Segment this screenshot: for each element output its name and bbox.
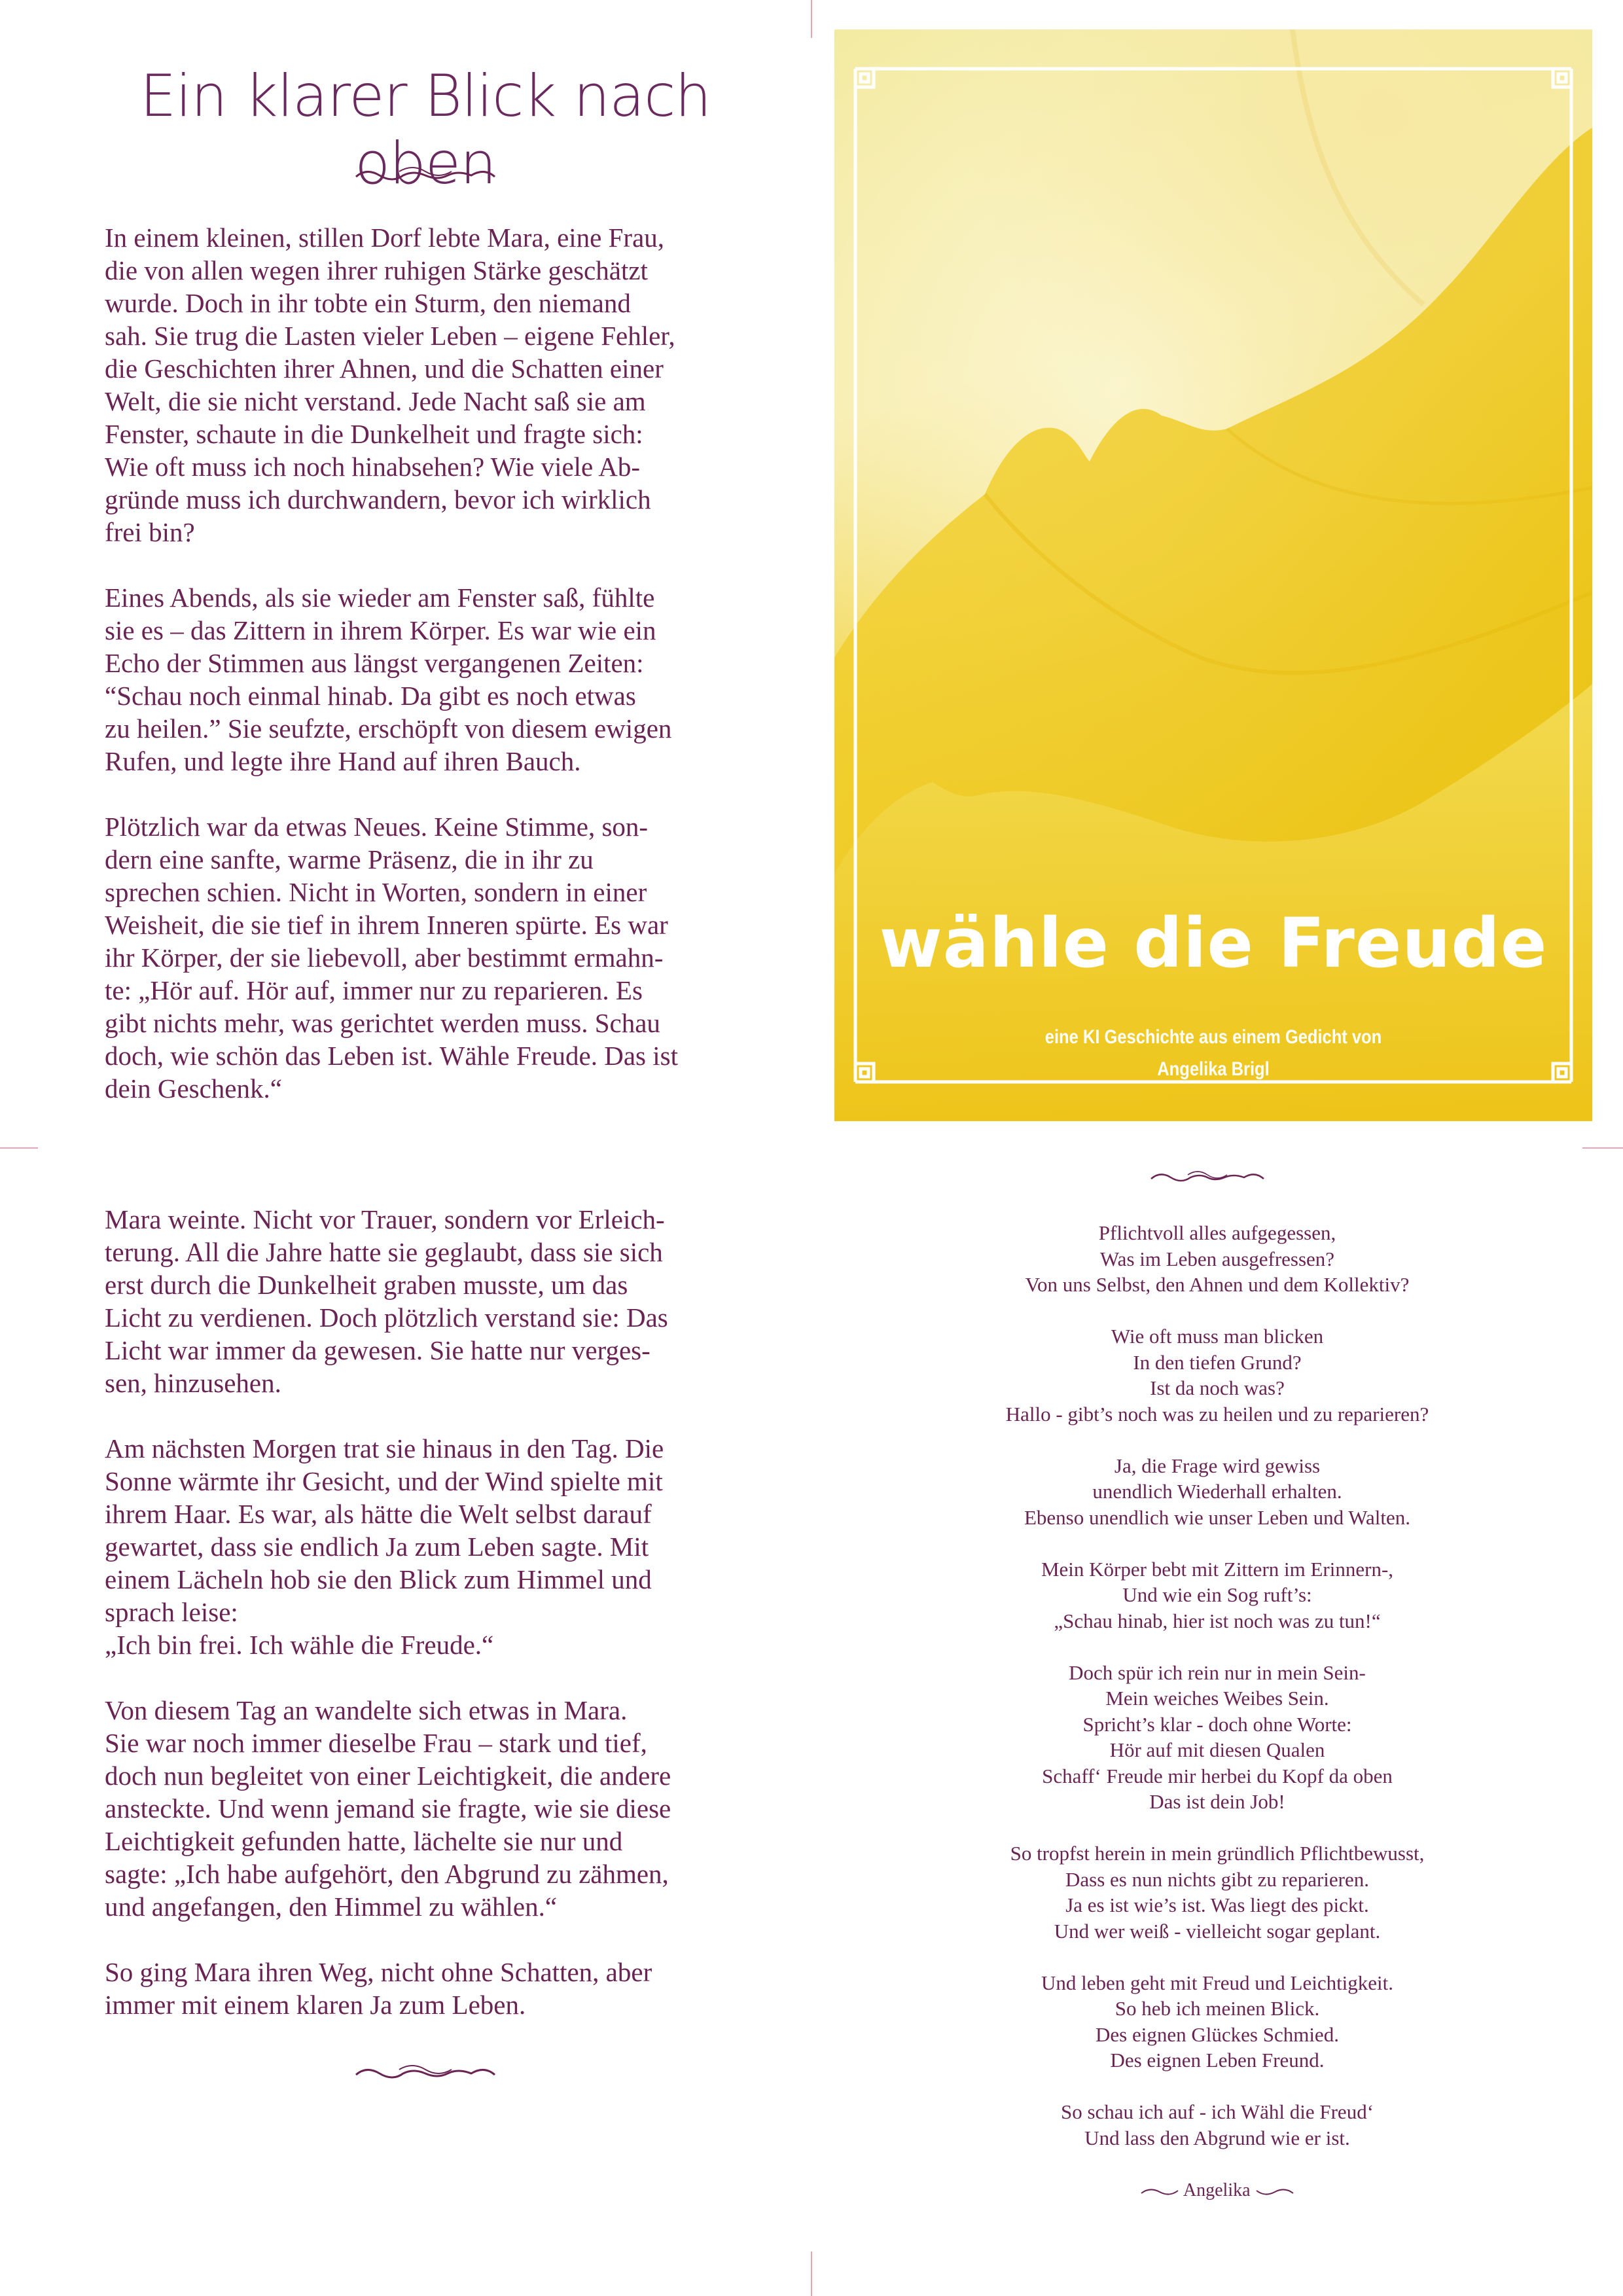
poem-line: Und wie ein Sog ruft’s: [1122,1583,1312,1606]
cover-author: Angelika Brigl [1157,1058,1270,1080]
poem-line: Ja es ist wie’s ist. Was liegt des pickt. [1065,1893,1369,1916]
flourish-ornament-top [353,162,497,188]
poem-signature [1021,2180,1414,2201]
poem-line: Des eignen Leben Freund. [1110,2049,1325,2072]
poem-stanza [913,1556,1522,1634]
story-paragraph: Am nächsten Morgen trat sie hinaus in den Tag. Die Sonne wärmte ihr Gesicht, und der Wind spielte mit ihrem Haar. Es war, als hätte die Welt selbst darauf gewartet, dass sie endlich Ja zum Leben sagte. Mit einem Lächeln hob sie den Blick zum Himmel und sprach leise: „Ich bin frei. Ich wähle die Freude.“ [105,1433,664,1660]
poem-line: Und leben geht mit Freud und Leichtigkeit. [1041,1971,1394,1994]
poem-line: Das ist dein Job! [1149,1790,1285,1813]
poem-line: Wie oft muss man blicken [1111,1325,1324,1348]
poem-line: Und wer weiß - vielleicht sogar geplant. [1054,1919,1381,1943]
poem-line: Von uns Selbst, den Ahnen und dem Kollektiv? [1025,1273,1410,1296]
poem-line: Dass es nun nichts gibt zu reparieren. [1065,1867,1369,1891]
crop-mark-left [0,1147,38,1149]
poem-line: Mein Körper bebt mit Zittern im Erinnern-, [1041,1557,1394,1581]
poem [913,1220,1522,2177]
cover-subtitle: eine KI Geschichte aus einem Gedicht von [1044,1026,1382,1048]
signature-swash-right-icon [1255,2185,1294,2198]
signature-name: Angelika [1183,2180,1251,2200]
poem-line: Hör auf mit diesen Qualen [1109,1738,1325,1761]
story-paragraph: Mara weinte. Nicht vor Trauer, sondern vor Erleich- terung. All die Jahre hatte sie geglaubt, dass sie sich erst durch die Dunkelheit graben musste, um das Licht zu verdienen. Doch plötzlich verstand sie: Das Licht war immer da gewesen. Sie hatte nur verges- sen, hinzusehen. [105,1204,668,1398]
poem-stanza [913,1970,1522,2073]
poem-line: Mein weiches Weibes Sein. [1105,1687,1329,1710]
poem-stanza [913,2099,1522,2151]
cover-image [834,29,1592,1121]
poem-line: In den tiefen Grund? [1133,1350,1302,1374]
poem-line: unendlich Wiederhall erhalten. [1092,1480,1342,1503]
poem-line: So schau ich auf - ich Wähl die Freud‘ [1060,2100,1374,2123]
poem-stanza [913,1453,1522,1531]
crop-mark-bottom [811,2251,812,2296]
poem-line: Ist da noch was? [1150,1376,1285,1399]
poem-line: Und lass den Abgrund wie er ist. [1084,2126,1350,2149]
story-text-top [105,221,746,1138]
story-paragraph: Von diesem Tag an wandelte sich etwas in Mara. Sie war noch immer dieselbe Frau – stark und tief, doch nun begleitet von einer Leichtigkeit, die andere ansteckte. Und wenn jemand sie fragte, wie sie diese Leichtigkeit gefunden hatte, lächelte sie nur und sagte: „Ich habe aufgehört, den Abgrund zu zähmen, und angefangen, den Himmel zu wählen.“ [105,1695,671,1922]
page-title: Ein klarer Blick nach oben [139,62,711,197]
poem-line: Was im Leben ausgefressen? [1099,1247,1335,1270]
poem-flourish-icon [1149,1167,1266,1189]
poem-stanza [913,1323,1522,1427]
signature-swash-left-icon [1140,2185,1179,2198]
poem-stanza [913,1220,1522,1298]
poem-line: Hallo - gibt’s noch was zu heilen und zu reparieren? [1005,1402,1429,1426]
story-paragraph: Plötzlich war da etwas Neues. Keine Stimme, son- dern eine sanfte, warme Präsenz, die in ihr zu sprechen schien. Nicht in Worten, sondern in einer Weisheit, die sie tief in ihrem Inneren spürte. Es war ihr Körper, der sie liebevoll, aber bestimmt ermahn- te: „Hör auf. Hör auf, immer nur zu reparieren. Es gibt nichts mehr, was gerichtet werden muss. Schau doch, wie schön das Leben ist. Wähle Freude. Das ist dein Geschenk.“ [105,812,678,1103]
poem-stanza [913,1840,1522,1944]
poem-line: Des eignen Glückes Schmied. [1096,2022,1339,2046]
poem-line: Ja, die Frage wird gewiss [1114,1454,1321,1477]
poem-line: Schaff‘ Freude mir herbei du Kopf da oben [1042,1764,1393,1787]
cover-title: wähle die Freude [879,903,1548,983]
poem-line: Pflichtvoll alles aufgegessen, [1098,1221,1336,1244]
poem-stanza [913,1660,1522,1815]
story-paragraph: So ging Mara ihren Weg, nicht ohne Schatten, aber immer mit einem klaren Ja zum Leben. [105,1957,652,2020]
flourish-ornament-bottom [353,2060,497,2087]
poem-line: So heb ich meinen Blick. [1115,1997,1320,2020]
crop-mark-top [811,0,812,38]
poem-line: „Schau hinab, hier ist noch was zu tun!“ [1054,1609,1381,1632]
crop-mark-right [1582,1147,1623,1149]
poem-line: So tropfst herein in mein gründlich Pflichtbewusst, [1010,1842,1425,1865]
story-text-bottom [105,1203,746,2054]
story-paragraph: Eines Abends, als sie wieder am Fenster saß, fühlte sie es – das Zittern in ihrem Körper. Es war wie ein Echo der Stimmen aus längst vergangenen Zeiten: “Schau noch einmal hinab. Da gibt es noch etwas zu heilen.” Sie seufzte, erschöpft von diesem ewigen Rufen, und legte ihre Hand auf ihren Bauch. [105,583,672,776]
story-paragraph: In einem kleinen, stillen Dorf lebte Mara, eine Frau, die von allen wegen ihrer ruhigen Stärke geschätzt wurde. Doch in ihr tobte ein Sturm, den niemand sah. Sie trug die Lasten vieler Leben – eigene Fehler, die Geschichten ihrer Ahnen, und die Schatten einer Welt, die sie nicht verstand. Jede Nacht saß sie am Fenster, schaute in die Dunkelheit und fragte sich: Wie oft muss ich noch hinabsehen? Wie viele Ab- gründe muss ich durchwandern, bevor ich wirklich frei bin? [105,223,675,547]
poem-line: Spricht’s klar - doch ohne Worte: [1082,1712,1352,1736]
poem-line: Ebenso unendlich wie unser Leben und Walten. [1024,1505,1411,1529]
poem-line: Doch spür ich rein nur in mein Sein- [1069,1660,1366,1684]
